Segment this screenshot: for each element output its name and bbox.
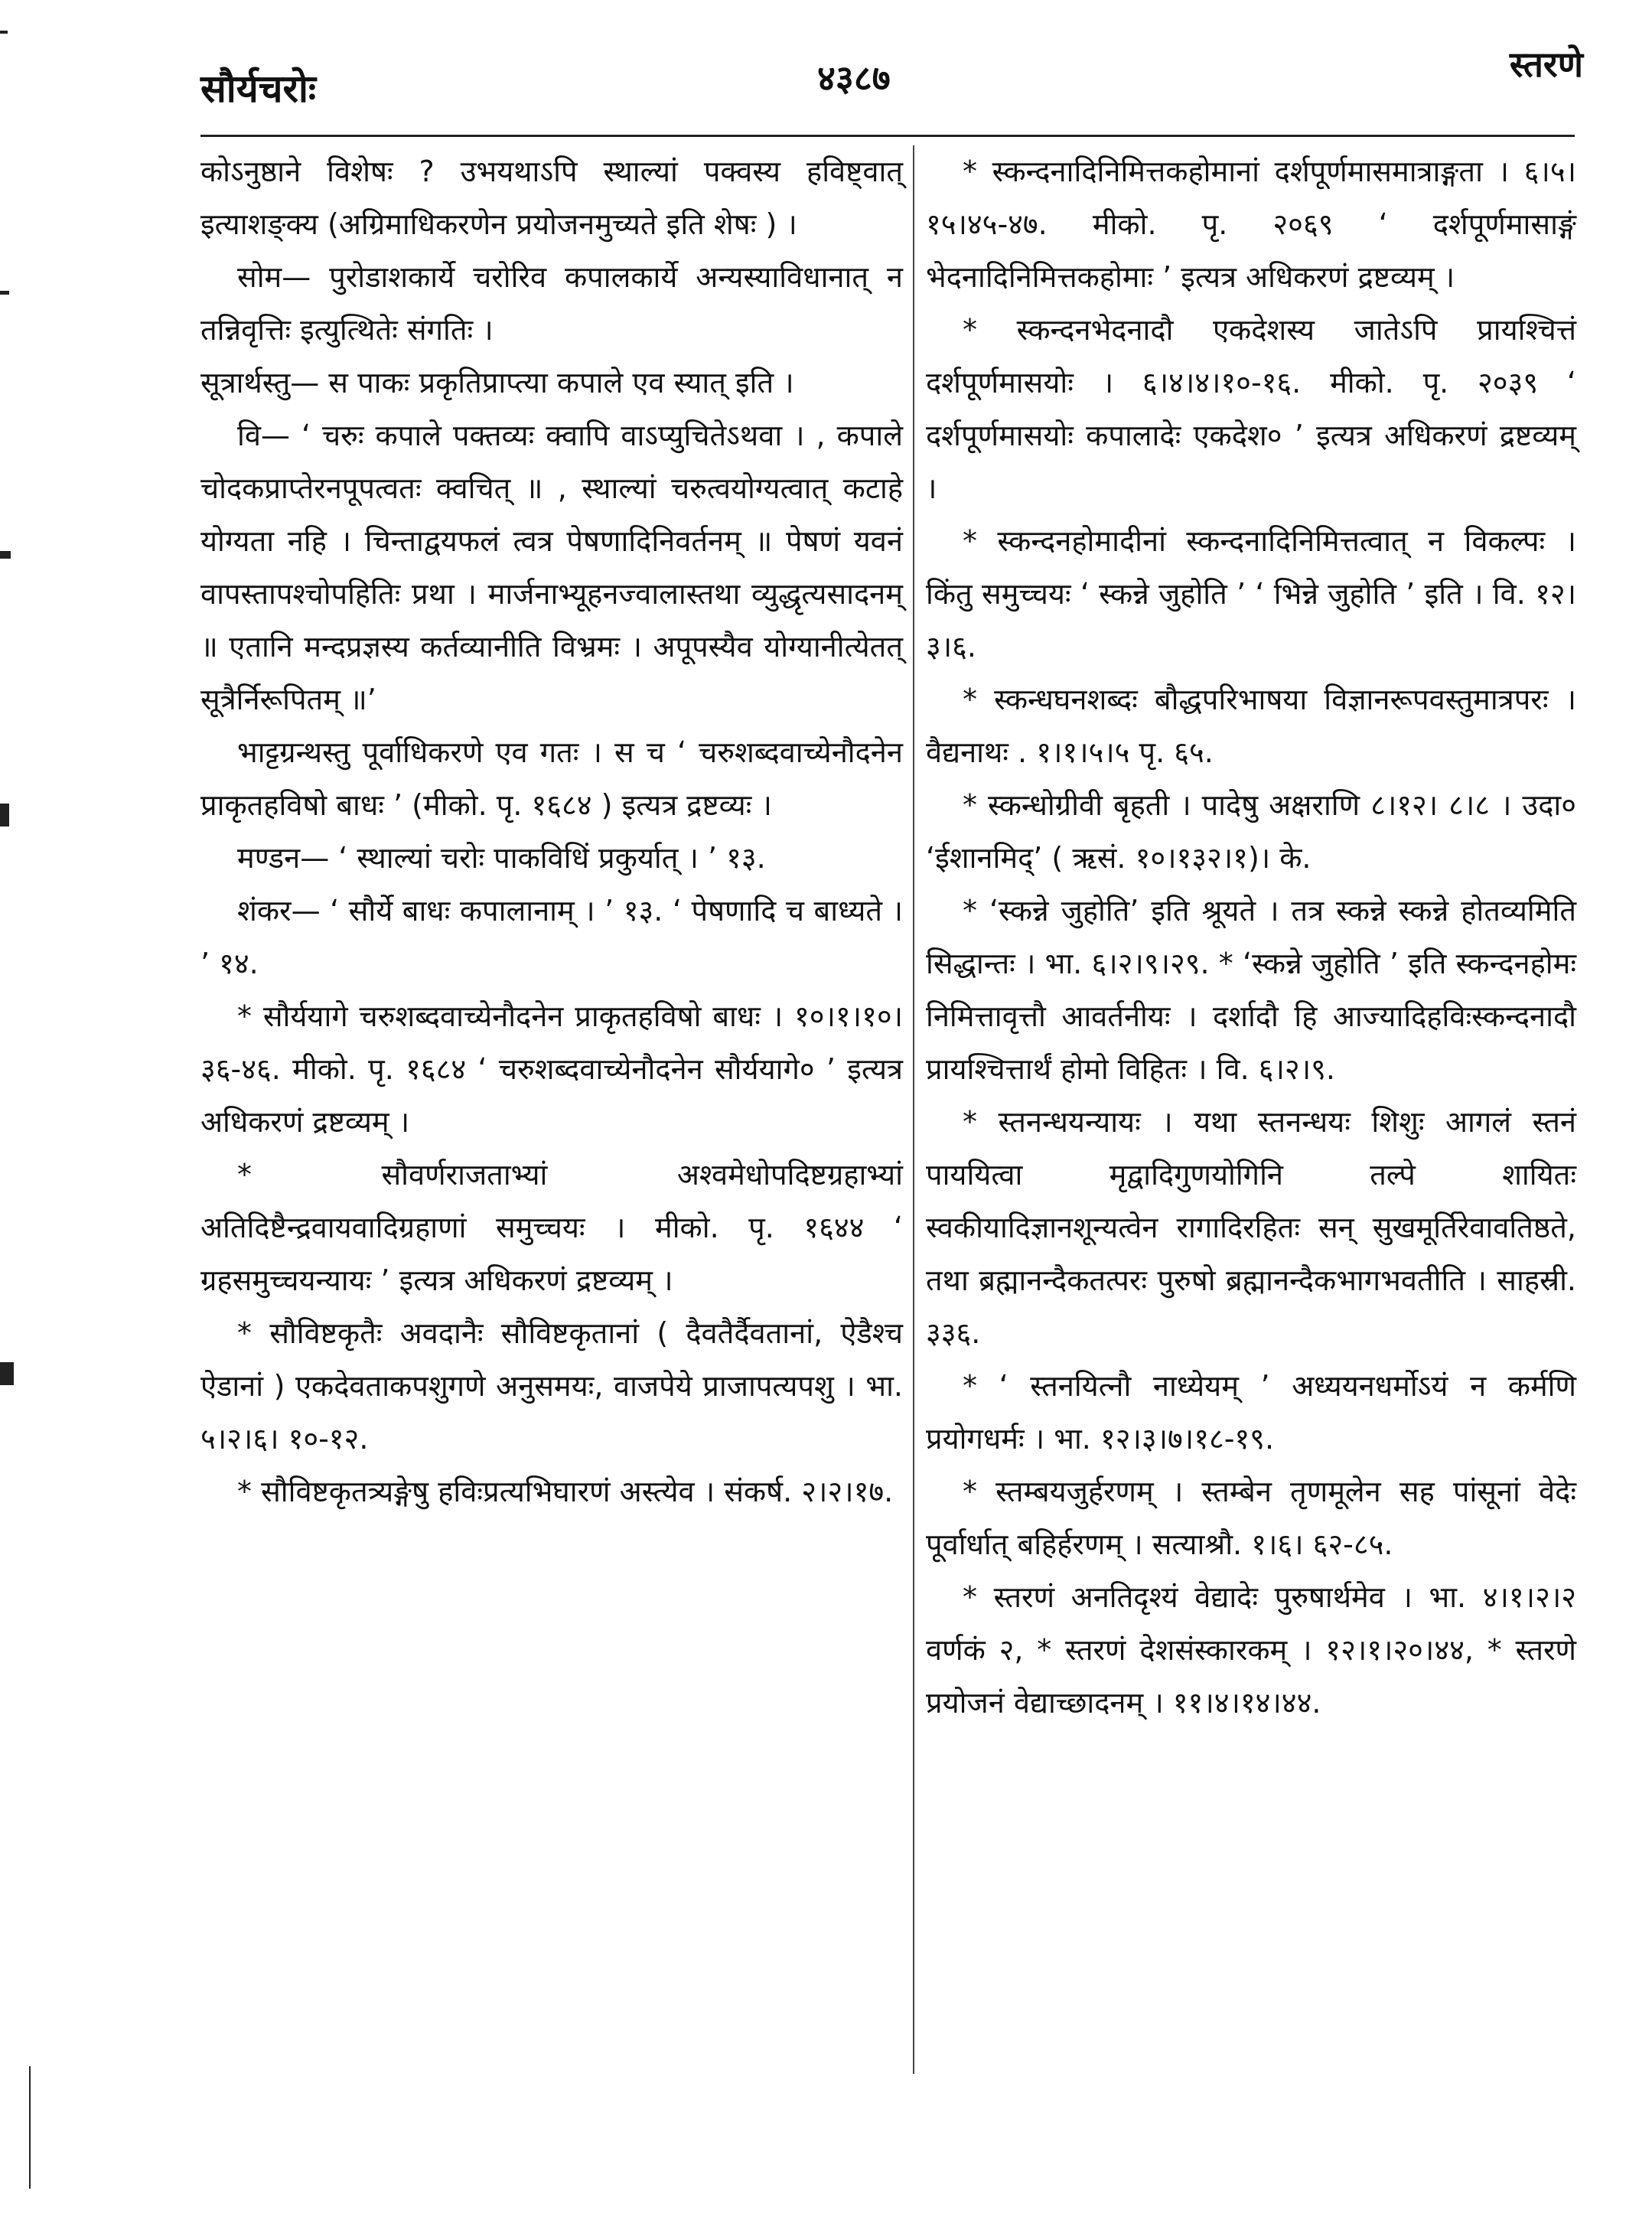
entry-paragraph: कोऽनुष्ठाने विशेषः ? उभयथाऽपि स्थाल्यां पक्वस्य हविष्ट्वात् इत्याशङ्क्य (अग्रिमाधिकरणेन प्रयोजनमुच्यते इति शेषः ) । xyxy=(200,155,903,241)
entry-paragraph: * सौविष्टकृतैः अवदानैः सौविष्टकृतानां ( दैवतैर्दैवतानां, ऐडैश्च ऐडानां ) एकदेवताकपशुगणे अनुसमयः, वाजपेये प्राजापत्यपशु । भा. ५।२।६। १०-१२. xyxy=(200,1316,903,1456)
scan-edge-mark xyxy=(0,291,9,295)
entry-paragraph: * स्कन्दनहोमादीनां स्कन्दनादिनिमित्तत्वात् न विकल्पः । किंतु समुच्चयः ‘ स्कन्ने जुहोति ’ ‘ भिन्ने जुहोति ’ इति । वि. १२।३।६. xyxy=(926,524,1576,663)
entry-paragraph: * सौर्ययागे चरुशब्दवाच्येनौदनेन प्राकृतहविषो बाधः । १०।१।१०।३६-४६. मीको. पृ. १६८४ ‘ चरुशब्दवाच्येनौदनेन सौर्ययागे० ’ इत्यत्र अधिकरणं द्रष्टव्यम् । xyxy=(200,999,903,1139)
scan-edge-mark xyxy=(0,804,9,826)
entry-paragraph: * ‘ स्तनयित्नौ नाध्येयम् ’ अध्ययनधर्मोऽयं न कर्मणि प्रयोगधर्मः । भा. १२।३।७।१८-१९. xyxy=(926,1369,1576,1456)
entry-paragraph: * स्तरणं अनतिदृश्यं वेद्यादेः पुरुषार्थमेव । भा. ४।१।२।२ वर्णकं २, * स्तरणं देशसंस्कारकम् । १२।१।२०।४४, * स्तरणे प्रयोजनं वेद्याच्छादनम् । ११।४।१४।४४. xyxy=(926,1580,1576,1720)
entry-paragraph: * स्कन्धोग्रीवी बृहती । पादेषु अक्षराणि ८।१२। ८।८ । उदा० ‘ईशानमिद्’ ( ऋसं. १०।१३२।१)। के. xyxy=(926,788,1576,875)
left-column xyxy=(200,145,903,1518)
scan-edge-mark xyxy=(29,2066,31,2189)
scan-edge-mark xyxy=(0,1362,14,1385)
entry-paragraph: शंकर— ‘ सौर्ये बाधः कपालानाम् । ’ १३. ‘ पेषणादि च बाध्यते । ’ १४. xyxy=(200,894,903,980)
header-rule xyxy=(200,135,1575,137)
running-head-right: स्तरणे xyxy=(1509,44,1583,85)
page-number: ४३८७ xyxy=(817,57,891,99)
scan-edge-mark xyxy=(0,31,8,34)
entry-paragraph: वि— ‘ चरुः कपाले पक्तव्यः क्वापि वाऽप्युचितेऽथवा । , कपाले चोदकप्राप्तेरनपूपत्वतः क्वचित् ॥ , स्थाल्यां चरुत्वयोग्यत्वात् कटाहे योग्यता नहि । चिन्ताद्वयफलं त्वत्र पेषणादिनिवर्तनम् ॥ पेषणं यवनं वापस्तापश्चोपहितिः प्रथा । मार्जनाभ्यूहनज्वालास्तथा व्युद्धृत्यसादनम् ॥ एतानि मन्दप्रज्ञस्य कर्तव्यानीति विभ्रमः । अपूपस्यैव योग्यानीत्येतत् सूत्रैर्निरूपितम् ॥’ xyxy=(200,419,903,716)
entry-paragraph: सूत्रार्थस्तु— स पाकः प्रकृतिप्राप्त्या कपाले एव स्यात् इति । xyxy=(200,366,794,399)
entry-paragraph: सोम— पुरोडाशकार्ये चरोरिव कपालकार्ये अन्यस्याविधानात् न तन्निवृत्तिः इत्युत्थितेः संगतिः । xyxy=(200,260,903,347)
running-head-left: सौर्यचरोः xyxy=(200,67,316,111)
column-divider xyxy=(913,145,914,2074)
entry-paragraph: * स्कन्दनादिनिमित्तकहोमानां दर्शपूर्णमासमात्राङ्गता । ६।५।१५।४५-४७. मीको. पृ. २०६९ ‘ दर्शपूर्णमासाङ्गं भेदनादिनिमित्तकहोमाः ’ इत्यत्र अधिकरणं द्रष्टव्यम् । xyxy=(926,155,1576,294)
entry-paragraph: * सौविष्टकृतत्र्यङ्गेषु हविःप्रत्यभिघारणं अस्त्येव । संकर्ष. २।२।१७. xyxy=(237,1475,894,1508)
entry-paragraph: भाट्टग्रन्थस्तु पूर्वाधिकरणे एव गतः । स च ‘ चरुशब्दवाच्येनौदनेन प्राकृतहविषो बाधः ’ (मीको. पृ. १६८४ ) इत्यत्र द्रष्टव्यः । xyxy=(200,735,903,822)
entry-paragraph: * ‘स्कन्ने जुहोति’ इति श्रूयते । तत्र स्कन्ने स्कन्ने होतव्यमिति सिद्धान्तः । भा. ६।२।९।२९. * ‘स्कन्ने जुहोति ’ इति स्कन्दनहोमः निमित्तावृत्तौ आवर्तनीयः । दर्शादौ हि आज्यादिहविःस्कन्दनादौ प्रायश्चित्तार्थं होमो विहितः । वि. ६।२।९. xyxy=(926,894,1576,1086)
entry-paragraph: * स्कन्धघनशब्दः बौद्धपरिभाषया विज्ञानरूपवस्तुमात्रपरः । वैद्यनाथः . १।१।५।५ पृ. ६५. xyxy=(926,683,1576,769)
entry-paragraph: मण्डन— ‘ स्थाल्यां चरोः पाकविधिं प्रकुर्यात् । ’ १३. xyxy=(237,841,766,875)
entry-paragraph: * स्कन्दनभेदनादौ एकदेशस्य जातेऽपि प्रायश्चित्तं दर्शपूर्णमासयोः । ६।४।४।१०-१६. मीको. पृ. २०३९ ‘ दर्शपूर्णमासयोः कपालादेः एकदेश० ’ इत्यत्र अधिकरणं द्रष्टव्यम् । xyxy=(926,313,1576,505)
entry-paragraph: * स्तम्बयजुर्हरणम् । स्तम्बेन तृणमूलेन सह पांसूनां वेदेः पूर्वार्धात् बहिर्हरणम् । सत्याश्रौ. १।६। ६२-८५. xyxy=(926,1475,1576,1561)
entry-paragraph: * स्तनन्धयन्यायः । यथा स्तनन्धयः शिशुः आगलं स्तनं पाययित्वा मृद्वादिगुणयोगिनि तल्पे शायितः स्वकीयादिज्ञानशून्यत्वेन रागादिरहितः सन् सुखमूर्तिरेवावतिष्ठते, तथा ब्रह्मानन्दैकतत्परः पुरुषो ब्रह्मानन्दैकभागभवतीति । साहस्री. ३३६. xyxy=(926,1105,1576,1350)
entry-paragraph: * सौवर्णराजताभ्यां अश्वमेधोपदिष्टग्रहाभ्यां अतिदिष्टैन्द्रवायवादिग्रहाणां समुच्चयः । मीको. पृ. १६४४ ‘ ग्रहसमुच्चयन्यायः ’ इत्यत्र अधिकरणं द्रष्टव्यम् । xyxy=(200,1158,903,1297)
right-column xyxy=(926,145,1576,1730)
scan-edge-mark xyxy=(0,551,11,559)
